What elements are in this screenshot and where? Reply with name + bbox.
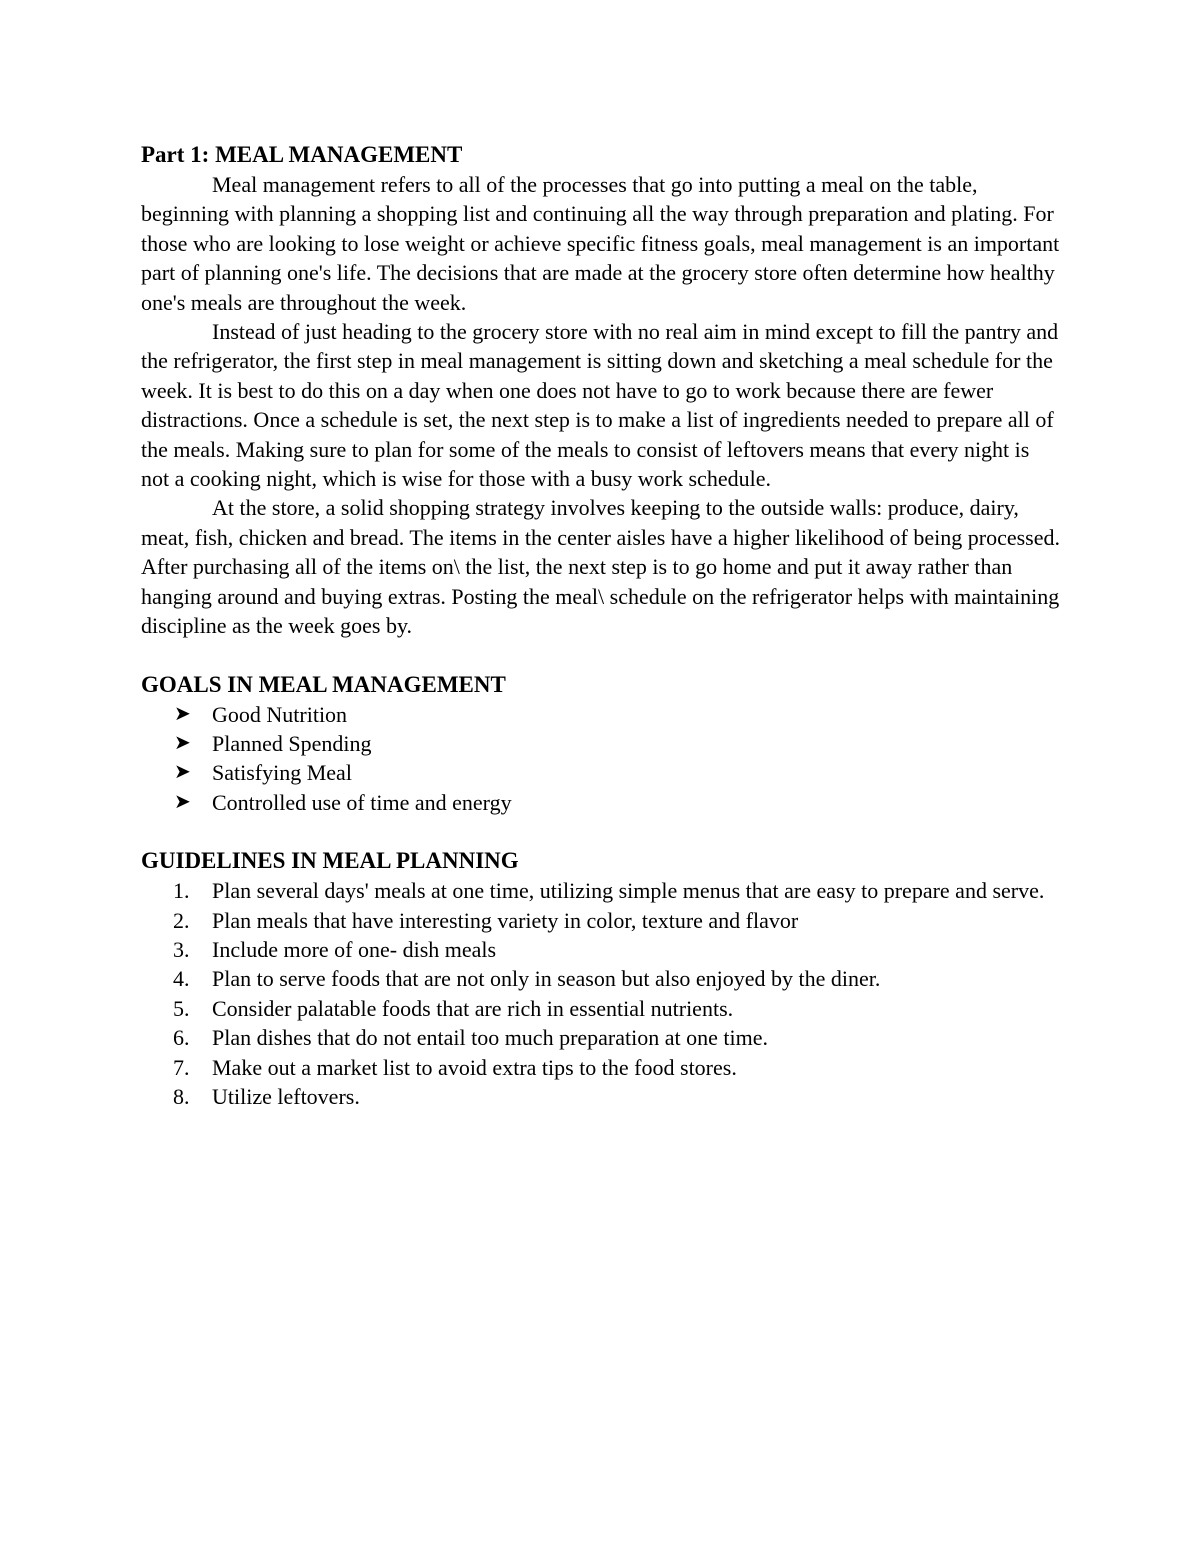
spacer [141, 817, 1061, 846]
guideline-item [141, 964, 1061, 993]
goal-text: Controlled use of time and energy [212, 789, 512, 815]
guideline-item [141, 994, 1061, 1023]
goals-list [141, 700, 1061, 818]
guideline-text: Plan to serve foods that are not only in season but also enjoyed by the diner. [212, 966, 881, 992]
goal-item [141, 700, 1061, 729]
goal-item [141, 788, 1061, 817]
goal-text: Satisfying Meal [212, 760, 352, 786]
arrowhead-bullet-icon: ➤ [174, 702, 191, 725]
guidelines-list [141, 876, 1061, 1111]
guideline-item [141, 1082, 1061, 1111]
paragraph-1: Meal management refers to all of the processes that go into putting a meal on the table, beginning with planning a shopping list and continuing all the way through preparation and plating. For those who are looking to lose weight or achieve specific fitness goals, meal management is an important part of planning one's life. The decisions that are made at the grocery store often determine how healthy one's meals are throughout the week. [141, 172, 1060, 315]
guideline-number: 2. [173, 907, 190, 933]
arrowhead-bullet-icon: ➤ [174, 731, 191, 754]
guideline-text: Plan several days' meals at one time, utilizing simple menus that are easy to prepare and serve. [212, 878, 1045, 904]
goal-item [141, 729, 1061, 758]
spacer [141, 641, 1061, 670]
guideline-item [141, 935, 1061, 964]
guideline-text: Include more of one- dish meals [212, 936, 497, 962]
guideline-number: 5. [173, 995, 190, 1021]
guideline-number: 6. [173, 1025, 190, 1051]
guideline-text: Make out a market list to avoid extra tips to the food stores. [212, 1054, 737, 1080]
guideline-number: 4. [173, 966, 190, 992]
guideline-number: 7. [173, 1054, 190, 1080]
goal-text: Planned Spending [212, 730, 372, 756]
guideline-item [141, 1053, 1061, 1082]
guideline-text: Utilize leftovers. [212, 1083, 360, 1109]
guideline-number: 8. [173, 1083, 190, 1109]
guideline-number: 3. [173, 936, 190, 962]
document-page [141, 140, 1061, 1111]
guideline-item [141, 876, 1061, 905]
arrowhead-bullet-icon: ➤ [174, 790, 191, 813]
goal-item [141, 758, 1061, 787]
guideline-item [141, 906, 1061, 935]
guideline-text: Plan meals that have interesting variety in color, texture and flavor [212, 907, 799, 933]
guideline-text: Consider palatable foods that are rich in essential nutrients. [212, 995, 734, 1021]
guidelines-heading: GUIDELINES IN MEAL PLANNING [141, 848, 519, 874]
goals-heading: GOALS IN MEAL MANAGEMENT [141, 671, 506, 697]
guideline-text: Plan dishes that do not entail too much preparation at one time. [212, 1025, 768, 1051]
paragraph-3: At the store, a solid shopping strategy involves keeping to the outside walls: produce, dairy, meat, fish, chicken and bread. The items in the center aisles have a higher likelihood of being processed. After purchasing all of the items on\ the list, the next step is to go home and put it away rather than hanging around and buying extras. Posting the meal\ schedule on the refrigerator helps with maintaining discipline as the week goes by. [141, 495, 1061, 639]
guideline-number: 1. [173, 878, 190, 904]
page-title: Part 1: MEAL MANAGEMENT [141, 142, 463, 167]
arrowhead-bullet-icon: ➤ [174, 761, 191, 784]
guideline-item [141, 1023, 1061, 1052]
goal-text: Good Nutrition [212, 701, 348, 727]
paragraph-2: Instead of just heading to the grocery store with no real aim in mind except to fill the pantry and the refrigerator, the first step in meal management is sitting down and sketching a meal schedule for the week. It is best to do this on a day when one does not have to go to work because there are fewer distractions. Once a schedule is set, the next step is to make a list of ingredients needed to prepare all of the meals. Making sure to plan for some of the meals to consist of leftovers means that every night is not a cooking night, which is wise for those with a busy work schedule. [141, 319, 1059, 492]
